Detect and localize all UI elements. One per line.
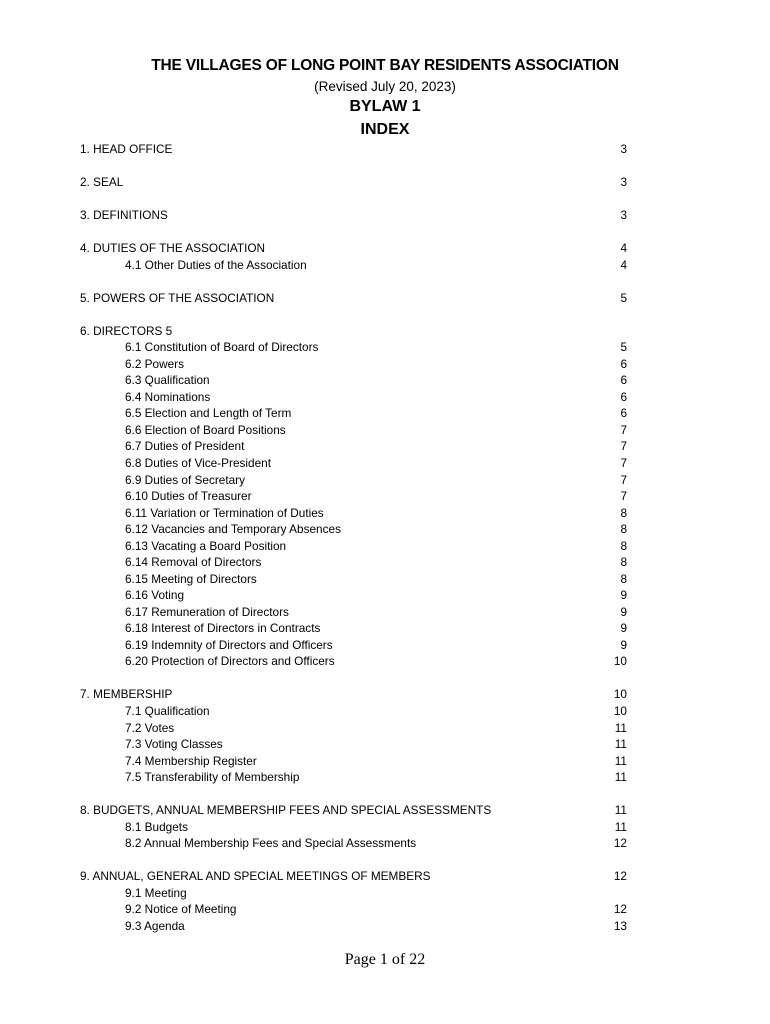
toc-entry-page-number: 3 (620, 175, 627, 189)
toc-entry-page-number: 11 (614, 820, 627, 834)
toc-entry-page-number: 12 (613, 869, 627, 883)
toc-entry (0, 637, 770, 653)
toc-entry (0, 174, 770, 190)
toc-entry (0, 835, 770, 851)
toc-entry (0, 141, 770, 157)
toc-entry-label: 7. MEMBERSHIP (80, 687, 173, 701)
toc-entry-label: 4. DUTIES OF THE ASSOCIATION (80, 241, 266, 255)
toc-entry-label: 7.4 Membership Register (125, 754, 257, 768)
toc-entry-page-number: 6 (620, 357, 627, 371)
toc-entry (0, 620, 770, 636)
toc-entry (0, 686, 770, 702)
toc-entry-page-number: 8 (620, 522, 627, 536)
toc-entry (0, 901, 770, 917)
toc-entry-page-number: 13 (613, 919, 627, 933)
toc-entry-page-number: 8 (620, 539, 627, 553)
toc-entry-label: 8.1 Budgets (125, 820, 188, 834)
toc-entry (0, 703, 770, 719)
toc-entry-label: 6.2 Powers (125, 357, 185, 371)
toc-entry-label: 1. HEAD OFFICE (80, 142, 173, 156)
toc-entry (0, 455, 770, 471)
toc-entry-page-number: 7 (620, 456, 627, 470)
toc-entry-page-number: 10 (613, 704, 627, 718)
toc-entry (0, 405, 770, 421)
toc-entry-page-number: 12 (613, 902, 627, 916)
toc-entry (0, 472, 770, 488)
toc-entry-label: 6.7 Duties of President (125, 439, 245, 453)
toc-entry-page-number: 4 (620, 258, 627, 272)
toc-entry-page-number: 4 (620, 241, 627, 255)
toc-entry (0, 554, 770, 570)
toc-entry (0, 802, 770, 818)
toc-entry-label: 9.1 Meeting (125, 886, 187, 900)
toc-entry (0, 538, 770, 554)
toc-entry-label: 8.2 Annual Membership Fees and Special Assessments (125, 836, 417, 850)
toc-entry-page-number: 11 (614, 721, 627, 735)
revision-date: (Revised July 20, 2023) (314, 79, 456, 94)
toc-entry-page-number: 9 (620, 638, 627, 652)
toc-entry-page-number: 8 (620, 572, 627, 586)
toc-entry-label: 6.20 Protection of Directors and Officers (125, 654, 335, 668)
toc-entry-label: 6.4 Nominations (125, 390, 211, 404)
toc-entry-label: 7.1 Qualification (125, 704, 210, 718)
toc-entry-label: 6.9 Duties of Secretary (125, 473, 245, 487)
toc-entry-label: 4.1 Other Duties of the Association (125, 258, 307, 272)
toc-entry-page-number: 5 (620, 340, 627, 354)
toc-entry-label: 6.15 Meeting of Directors (125, 572, 257, 586)
toc-entry-label: 6.1 Constitution of Board of Directors (125, 340, 319, 354)
toc-entry-label: 7.5 Transferability of Membership (125, 770, 300, 784)
toc-entry-page-number: 9 (620, 621, 627, 635)
toc-entry (0, 389, 770, 405)
toc-entry-label: 6.18 Interest of Directors in Contracts (125, 621, 321, 635)
toc-entry (0, 356, 770, 372)
toc-entry-page-number: 11 (614, 770, 627, 784)
toc-entry-page-number: 3 (620, 208, 627, 222)
toc-entry-label: 6.6 Election of Board Positions (125, 423, 286, 437)
toc-entry-page-number: 7 (620, 473, 627, 487)
toc-entry-page-number: 7 (620, 423, 627, 437)
toc-entry (0, 339, 770, 355)
toc-entry (0, 653, 770, 669)
toc-entry (0, 521, 770, 537)
toc-entry (0, 438, 770, 454)
toc-entry-page-number: 3 (620, 142, 627, 156)
toc-entry (0, 505, 770, 521)
toc-entry-label: 6.3 Qualification (125, 373, 210, 387)
toc-entry (0, 372, 770, 388)
toc-entry-label: 6.17 Remuneration of Directors (125, 605, 289, 619)
toc-entry (0, 207, 770, 223)
toc-entry-page-number: 9 (620, 605, 627, 619)
toc-entry-label: 6.10 Duties of Treasurer (125, 489, 252, 503)
toc-entry (0, 736, 770, 752)
toc-entry-label: 8. BUDGETS, ANNUAL MEMBERSHIP FEES AND SPECIAL ASSESSMENTS (80, 803, 492, 817)
document-title: THE VILLAGES OF LONG POINT BAY RESIDENTS ASSOCIATION (151, 57, 619, 74)
toc-entry-label: 6.13 Vacating a Board Position (125, 539, 287, 553)
toc-entry-label: 6.12 Vacancies and Temporary Absences (125, 522, 341, 536)
toc-entry (0, 769, 770, 785)
bylaw-heading: BYLAW 1 (349, 98, 421, 115)
toc-entry-label: 9. ANNUAL, GENERAL AND SPECIAL MEETINGS OF MEMBERS (80, 869, 431, 883)
toc-entry (0, 290, 770, 306)
toc-entry-page-number: 9 (620, 588, 627, 602)
toc-entry (0, 753, 770, 769)
toc-entry-label: 6.11 Variation or Termination of Duties (125, 506, 324, 520)
toc-entry-page-number: 11 (614, 754, 627, 768)
toc-entry (0, 720, 770, 736)
toc-entry-page-number: 6 (620, 406, 627, 420)
toc-entry (0, 885, 770, 901)
index-heading: INDEX (360, 121, 410, 138)
toc-entry-page-number: 8 (620, 555, 627, 569)
toc-entry-page-number: 7 (620, 439, 627, 453)
toc-entry (0, 587, 770, 603)
toc-entry (0, 819, 770, 835)
toc-entry (0, 488, 770, 504)
toc-entry-page-number: 10 (613, 687, 627, 701)
toc-entry-label: 6.14 Removal of Directors (125, 555, 262, 569)
toc-entry-page-number: 12 (613, 836, 627, 850)
toc-entry (0, 571, 770, 587)
toc-entry-label: 6.5 Election and Length of Term (125, 406, 292, 420)
toc-entry-label: 6.16 Voting (125, 588, 185, 602)
toc-entry-label: 6.8 Duties of Vice-President (125, 456, 272, 470)
toc-entry-label: 9.2 Notice of Meeting (125, 902, 237, 916)
toc-entry (0, 422, 770, 438)
toc-entry-page-number: 11 (614, 737, 627, 751)
toc-entry (0, 868, 770, 884)
toc-entry-page-number: 6 (620, 390, 627, 404)
toc-entry (0, 604, 770, 620)
toc-entry-page-number: 8 (620, 506, 627, 520)
toc-entry-label: 6.19 Indemnity of Directors and Officers (125, 638, 333, 652)
toc-entry (0, 257, 770, 273)
toc-entry-label: 6. DIRECTORS 5 (80, 324, 173, 338)
toc-entry-label: 7.3 Voting Classes (125, 737, 223, 751)
toc-entry-label: 5. POWERS OF THE ASSOCIATION (80, 291, 275, 305)
toc-entry-page-number: 10 (613, 654, 627, 668)
toc-entry (0, 918, 770, 934)
toc-entry-label: 9.3 Agenda (125, 919, 185, 933)
toc-entry-page-number: 11 (614, 803, 627, 817)
toc-entry-page-number: 5 (620, 291, 627, 305)
toc-entry-label: 7.2 Votes (125, 721, 175, 735)
toc-entry-label: 2. SEAL (80, 175, 124, 189)
toc-entry-page-number: 6 (620, 373, 627, 387)
toc-entry (0, 240, 770, 256)
toc-entry-page-number: 7 (620, 489, 627, 503)
page-footer: Page 1 of 22 (344, 951, 426, 968)
toc-entry (0, 323, 770, 339)
toc-entry-label: 3. DEFINITIONS (80, 208, 168, 222)
